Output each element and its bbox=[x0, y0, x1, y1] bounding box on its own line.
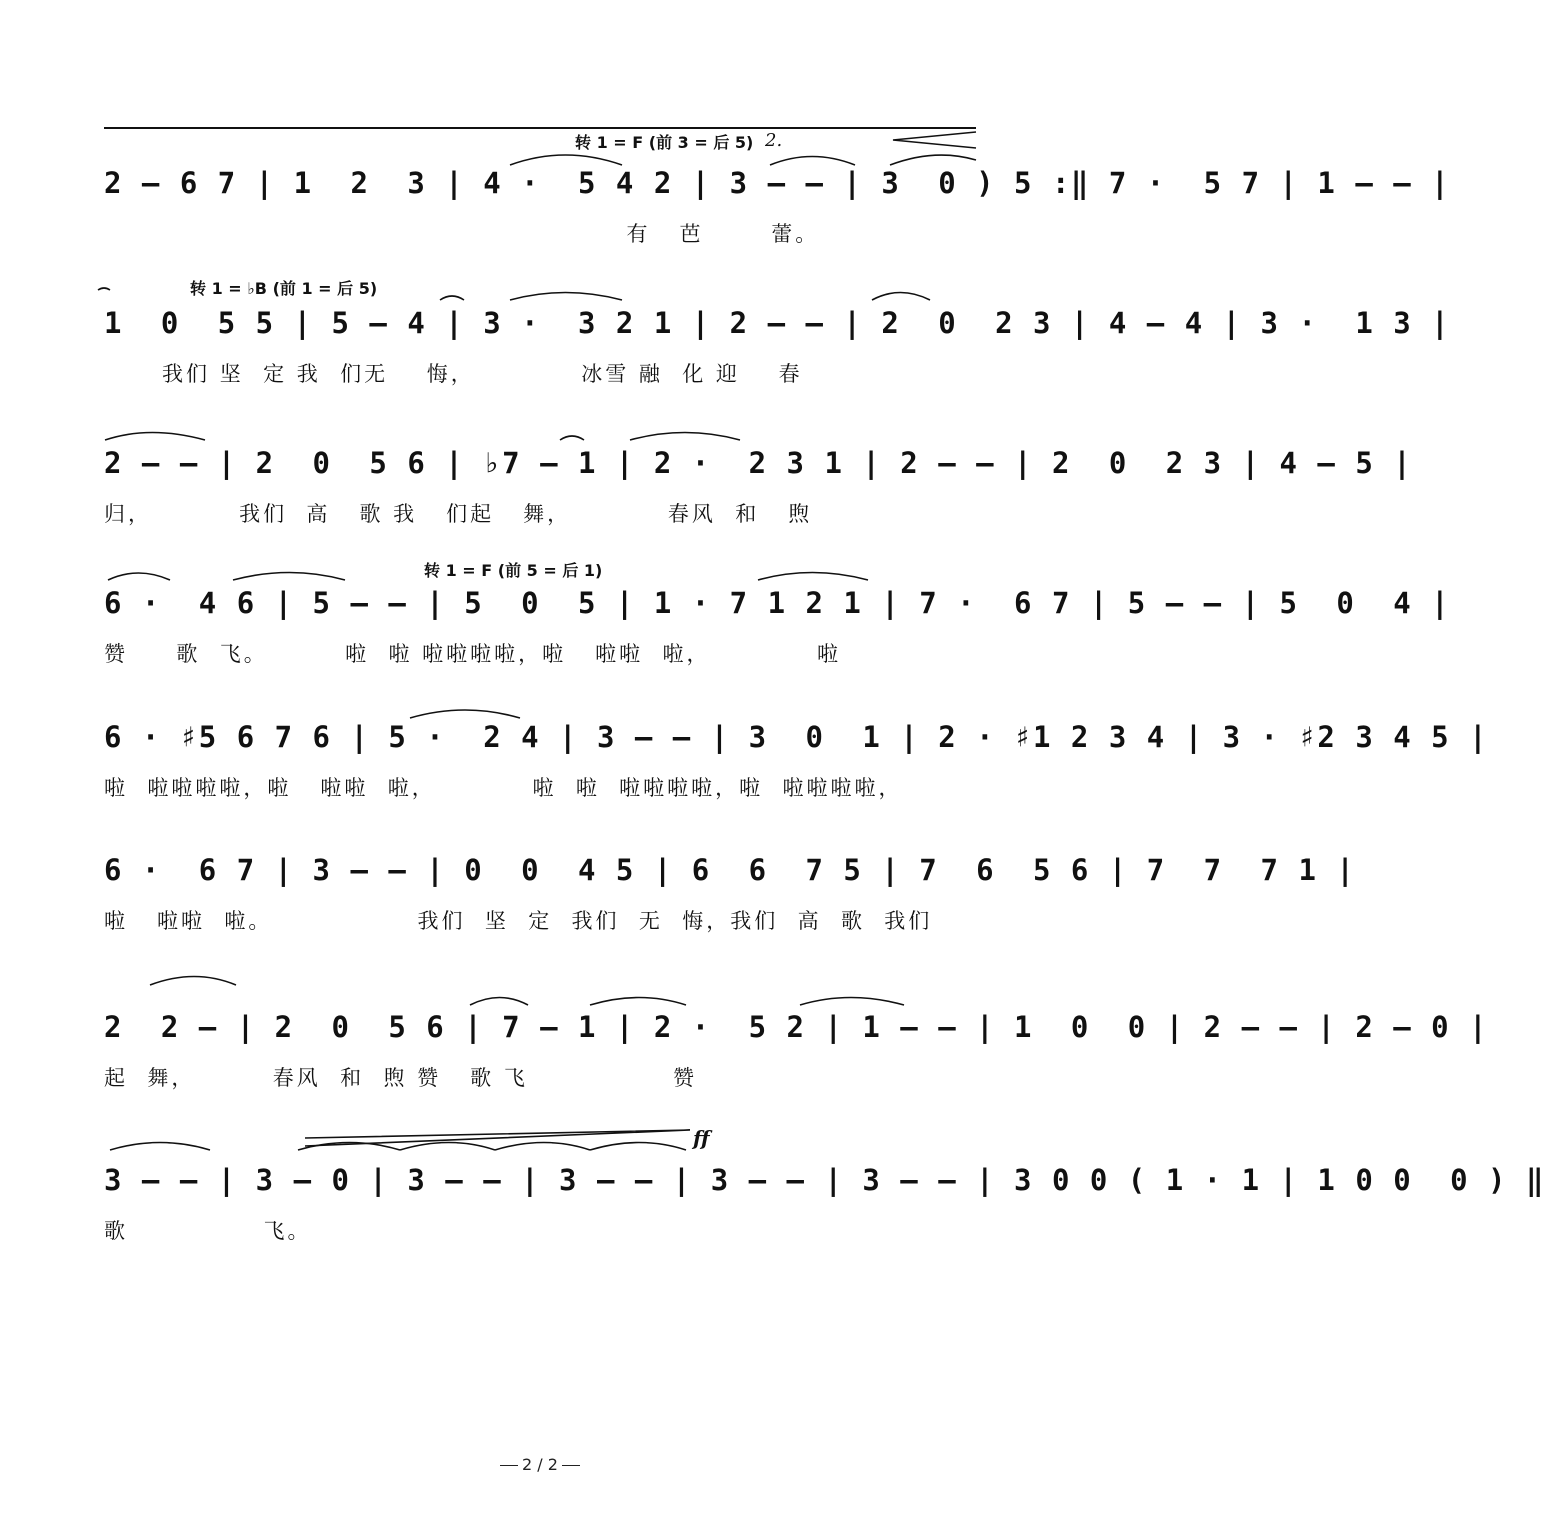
lyrics-line-5: 啦 啦啦啦啦，啦 啦啦 啦， 啦 啦 啦啦啦啦，啦 啦啦啦啦， bbox=[104, 776, 903, 800]
tie-arc bbox=[758, 573, 868, 581]
slur-arc bbox=[108, 573, 170, 580]
tie-arc bbox=[150, 977, 236, 986]
tie-arc bbox=[400, 1143, 495, 1151]
score-line-5 bbox=[0, 720, 1489, 830]
lyrics-line-3: 归， 我们 高 歌 我 们起 舞， 春风 和 煦 bbox=[104, 502, 813, 526]
tie-arc bbox=[510, 293, 622, 301]
score-line-3 bbox=[0, 446, 1413, 556]
page-number-text: 2 / 2 bbox=[522, 1455, 558, 1474]
page-number-underline-left bbox=[500, 1455, 518, 1466]
tie-arc bbox=[590, 1143, 686, 1151]
tie-arc bbox=[98, 288, 110, 290]
lyrics-line-4: 赞 歌 飞。 啦 啦 啦啦啦啦，啦 啦啦 啦， 啦 bbox=[104, 642, 841, 666]
tie-arc bbox=[105, 433, 205, 441]
tie-arc bbox=[630, 433, 740, 441]
notation-line-6: 6 · 6 7 | 3 – – | 0 0 4 5 | 6 6 7 5 | 7 6 5 6 | 7 7 7 1 | bbox=[104, 853, 1356, 887]
slur-arc bbox=[440, 296, 464, 300]
tie-arc bbox=[590, 998, 686, 1006]
lyrics-line-8: 歌 飞。 bbox=[104, 1219, 312, 1243]
crescendo-hairpin-2 bbox=[305, 1130, 690, 1146]
score-line-4 bbox=[0, 586, 1451, 696]
notation-line-8: 3 – – | 3 – 0 | 3 – – | 3 – – | 3 – – | 3 – – | 3 0 0 ( 1 · 1 | 1 0 0 0 ) ‖ bbox=[104, 1163, 1545, 1197]
lyrics-line-6: 啦 啦啦 啦。 我们 坚 定 我们 无 悔，我们 高 歌 我们 bbox=[104, 909, 933, 933]
tie-arc bbox=[410, 710, 520, 718]
crescendo-hairpin-1 bbox=[893, 132, 976, 148]
notation-line-4: 6 · 4 6 | 5 – – | 5 0 5 | 1 · 7 1 2 1 | 7 · 6 7 | 5 – – | 5 0 4 | bbox=[104, 586, 1451, 620]
slur-arc bbox=[470, 998, 528, 1006]
page-number-underline-right bbox=[562, 1455, 580, 1466]
score-line-2 bbox=[0, 306, 1451, 416]
slur-arc bbox=[872, 293, 930, 301]
tie-arc bbox=[800, 998, 904, 1006]
tie-arc bbox=[298, 1143, 400, 1151]
slur-arc bbox=[560, 436, 584, 440]
volta-ending-2: 2. bbox=[765, 130, 783, 151]
key-change-f-2: 转 1 = F (前 5 = 后 1) bbox=[424, 561, 603, 580]
slur-arc bbox=[770, 157, 855, 166]
notation-line-1: 2 – 6 7 | 1 2 3 | 4 · 5 4 2 | 3 – – | 3 0 ) 5 :‖ 7 · 5 7 | 1 – – | bbox=[104, 166, 1451, 200]
tie-arc bbox=[110, 1143, 210, 1151]
tie-arc bbox=[495, 1143, 590, 1151]
notation-line-5: 6 · ♯5 6 7 6 | 5 · 2 4 | 3 – – | 3 0 1 | 2 · ♯1 2 3 4 | 3 · ♯2 3 4 5 | bbox=[104, 720, 1489, 754]
dynamic-ff: ff bbox=[693, 1126, 710, 1150]
key-change-b-flat: 转 1 = ♭B (前 1 = 后 5) bbox=[190, 279, 378, 298]
tie-arc bbox=[233, 573, 345, 581]
lyrics-line-1: 有 芭 蕾。 bbox=[104, 222, 820, 246]
score-line-7 bbox=[0, 1010, 1489, 1120]
lyrics-line-7: 起 舞， 春风 和 煦 赞 歌 飞 赞 bbox=[104, 1066, 697, 1090]
lyrics-line-2: 我们 坚 定 我 们无 悔， 冰雪 融 化 迎 春 bbox=[104, 362, 803, 386]
notation-line-7: 2 2 – | 2 0 5 6 | 7 – 1 | 2 · 5 2 | 1 – – | 1 0 0 | 2 – – | 2 – 0 | bbox=[104, 1010, 1489, 1044]
key-change-f-1: 转 1 = F (前 3 = 后 5) bbox=[575, 133, 754, 152]
staff-top-rule bbox=[104, 127, 976, 129]
score-line-8 bbox=[0, 1163, 1545, 1273]
score-line-6 bbox=[0, 853, 1356, 963]
score-line-1 bbox=[0, 166, 1451, 276]
page-number bbox=[0, 1455, 1080, 1474]
notation-line-2: 1 0 5 5 | 5 – 4 | 3 · 3 2 1 | 2 – – | 2 0 2 3 | 4 – 4 | 3 · 1 3 | bbox=[104, 306, 1451, 340]
notation-line-3: 2 – – | 2 0 5 6 | ♭7 – 1 | 2 · 2 3 1 | 2 – – | 2 0 2 3 | 4 – 5 | bbox=[104, 446, 1413, 480]
tie-arc bbox=[510, 155, 622, 165]
tie-arc bbox=[890, 155, 976, 165]
